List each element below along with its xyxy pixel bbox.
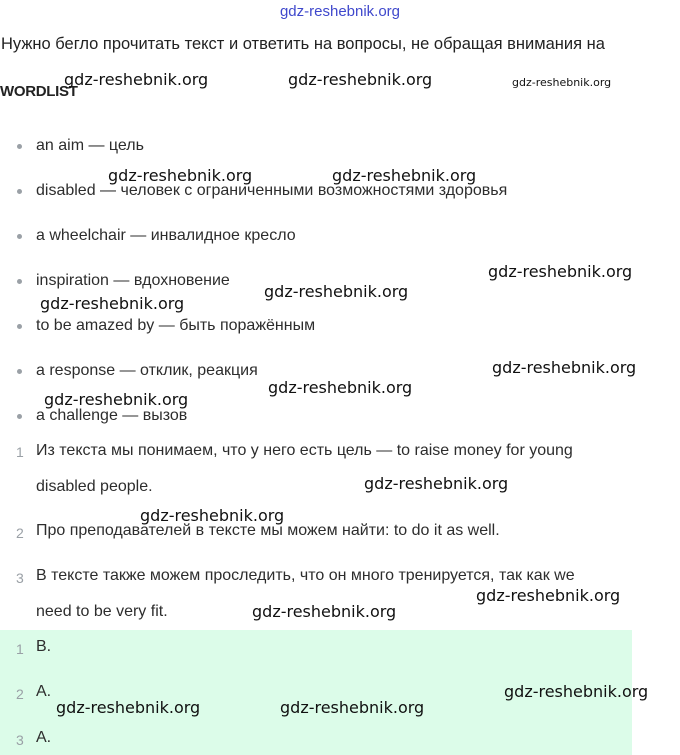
intro-text: Нужно бегло прочитать текст и ответить на вопросы, не обращая внимания на: [1, 35, 605, 53]
bullet-icon: [17, 279, 22, 284]
answer-line: В тексте также можем проследить, что он много тренируется, так как we: [36, 567, 575, 584]
watermark: gdz-reshebnik.org: [492, 358, 637, 377]
watermark: gdz-reshebnik.org: [280, 698, 425, 717]
watermark: gdz-reshebnik.org: [44, 390, 189, 409]
list-item: a wheelchair — инвалидное кресло: [36, 227, 296, 244]
watermark: gdz-reshebnik.org: [264, 282, 409, 301]
answer-value: B.: [36, 638, 52, 655]
bullet-icon: [17, 414, 22, 419]
list-item: a challenge — вызов: [36, 407, 188, 424]
watermark: gdz-reshebnik.org: [512, 76, 612, 89]
bullet-icon: [17, 189, 22, 194]
watermark: gdz-reshebnik.org: [488, 262, 633, 281]
answer-line: need to be very fit.: [36, 603, 168, 620]
answer-number: 2: [16, 525, 24, 541]
watermark: gdz-reshebnik.org: [108, 166, 253, 185]
wordlist-title: WORDLIST: [0, 83, 78, 100]
answer-number: 1: [16, 444, 24, 460]
answer-value: A.: [36, 683, 52, 700]
watermark: gdz-reshebnik.org: [140, 506, 285, 525]
list-item: a response — отклик, реакция: [36, 362, 258, 379]
watermark: gdz-reshebnik.org: [476, 586, 621, 605]
answer-number: 3: [16, 732, 24, 748]
header-watermark: gdz-reshebnik.org: [279, 3, 401, 20]
answer-line: disabled people.: [36, 478, 153, 495]
bullet-icon: [17, 369, 22, 374]
list-item: to be amazed by — быть поражённым: [36, 317, 316, 334]
watermark: gdz-reshebnik.org: [364, 474, 509, 493]
bullet-icon: [17, 234, 22, 239]
watermark: gdz-reshebnik.org: [64, 70, 209, 89]
watermark: gdz-reshebnik.org: [252, 602, 397, 621]
watermark: gdz-reshebnik.org: [268, 378, 413, 397]
list-item: disabled — человек с ограниченными возможностями здоровья: [36, 182, 508, 199]
answer-line: Из текста мы понимаем, что у него есть цель — to raise money for young: [36, 442, 573, 459]
answer-number: 2: [16, 686, 24, 702]
answer-line: Про преподавателей в тексте мы можем найти: to do it as well.: [36, 522, 500, 539]
watermark: gdz-reshebnik.org: [288, 70, 433, 89]
watermark: gdz-reshebnik.org: [56, 698, 201, 717]
bullet-icon: [17, 324, 22, 329]
answer-value: A.: [36, 729, 52, 746]
answer-number: 3: [16, 570, 24, 586]
list-item: an aim — цель: [36, 137, 144, 154]
bullet-icon: [17, 144, 22, 149]
watermark: gdz-reshebnik.org: [504, 682, 649, 701]
watermark: gdz-reshebnik.org: [40, 294, 185, 313]
list-item: inspiration — вдохновение: [36, 272, 230, 289]
answer-number: 1: [16, 641, 24, 657]
watermark: gdz-reshebnik.org: [332, 166, 477, 185]
